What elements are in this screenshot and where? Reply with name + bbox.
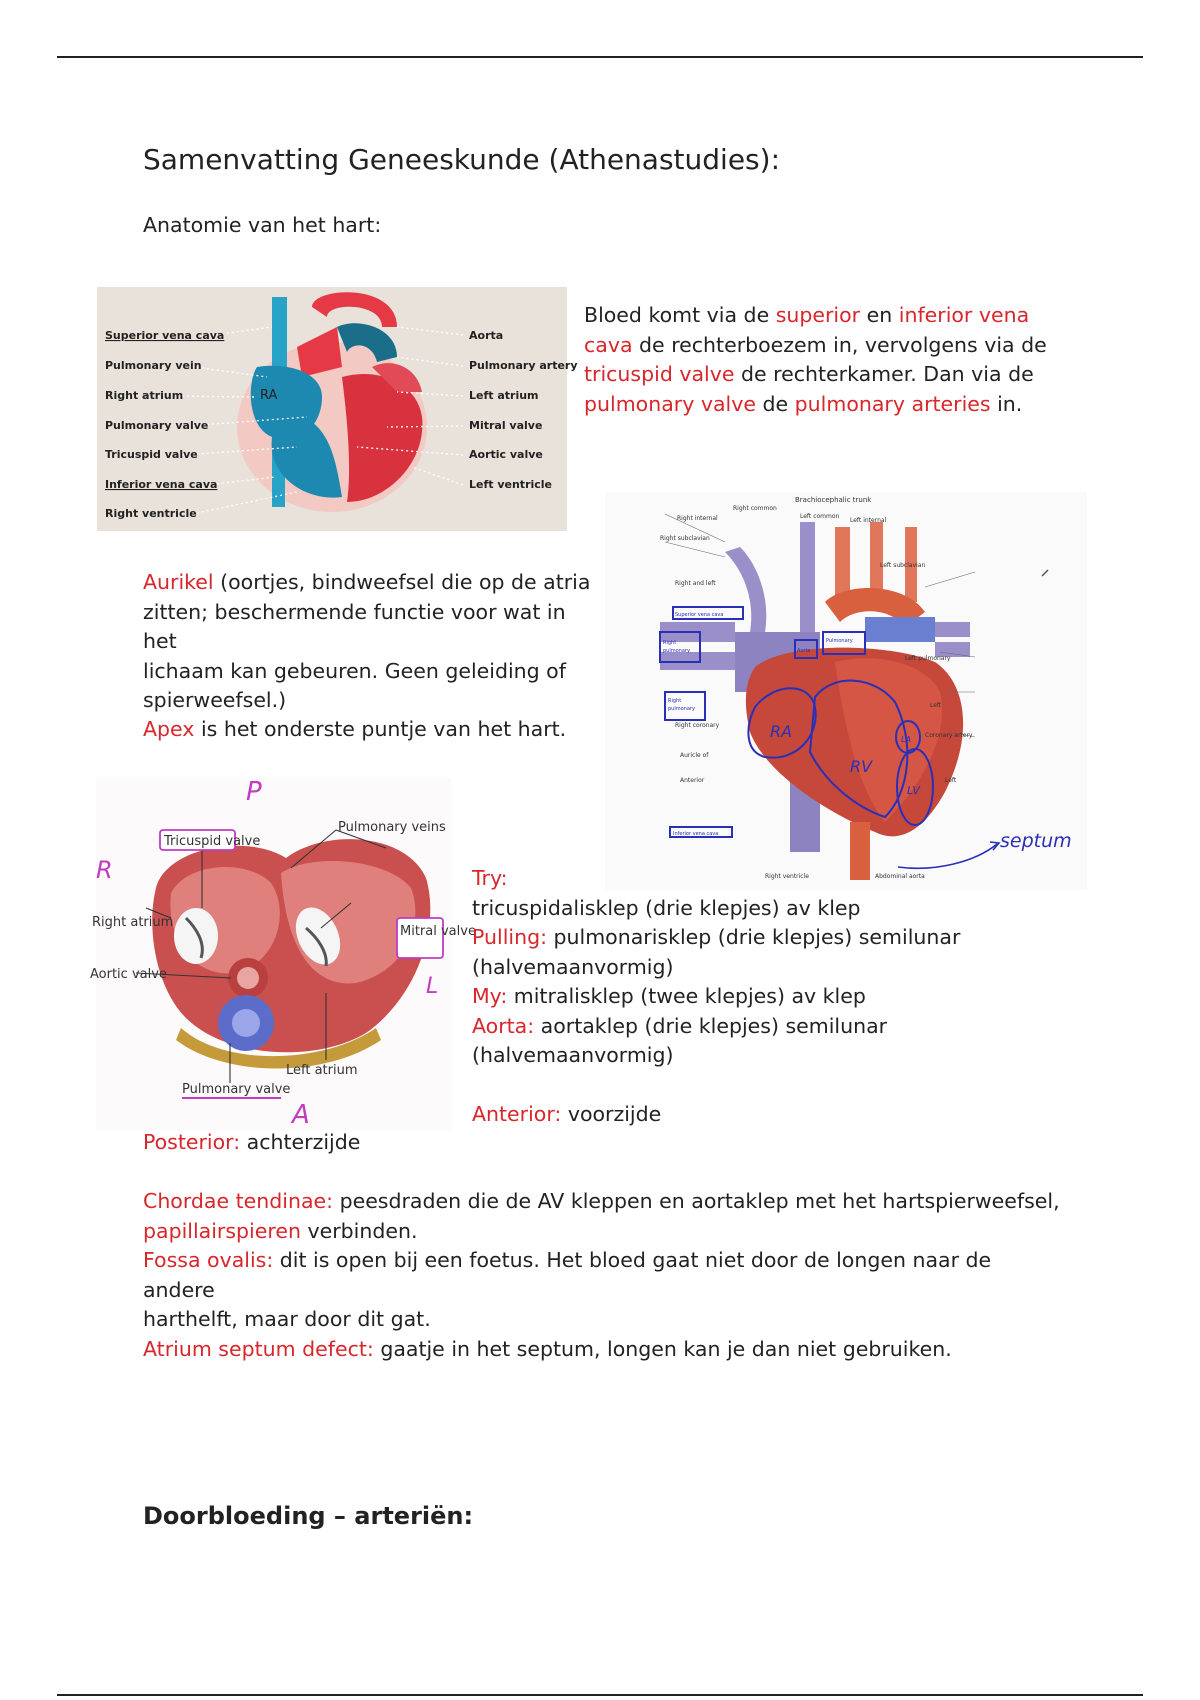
svg-text:Right and left: Right and left: [675, 580, 716, 587]
valves-paragraph: Try: tricuspidalisklep (drie klepjes) av klep Pulling: pulmonarisklep (drie klepjes) semilunar (halvemaanvormig) My: mitralisklep (twee klepjes) av klep Aorta: aortaklep (drie klepjes) semilunar (halvemaanvormig) Anterior: voorzijde: [472, 866, 961, 1126]
heart-diagram-svg: [97, 287, 578, 531]
svg-text:Right internal: Right internal: [677, 515, 718, 522]
svg-text:pulmonary: pulmonary: [668, 706, 695, 712]
svg-text:Auricle of: Auricle of: [680, 752, 709, 759]
bottom-rule: [57, 1694, 1143, 1696]
label-pulmonary-valve: Pulmonary valve: [105, 419, 209, 432]
mark-p: P: [246, 777, 262, 807]
label-right-atrium: Right atrium: [105, 389, 184, 402]
label-mitral-valve: Mitral valve: [469, 419, 543, 432]
svg-text:Coronary artery: Coronary artery: [925, 732, 973, 739]
mark-a: A: [292, 1100, 310, 1130]
label-brachiocephalic-trunk: Brachiocephalic trunk: [795, 496, 872, 504]
heart-valves-svg: [90, 777, 476, 1130]
anterior-heart-figure: [605, 492, 1087, 890]
label-tricuspid-valve-2: Tricuspid valve: [164, 834, 261, 849]
note-la: LA: [901, 735, 911, 744]
label-inferior-vena-cava: Inferior vena cava: [105, 478, 218, 491]
svg-text:Inferior vena cava: Inferior vena cava: [673, 831, 719, 837]
posterior-line: Posterior: achterzijde: [143, 1130, 361, 1154]
page-title: Samenvatting Geneeskunde (Athenastudies):: [143, 143, 780, 176]
definitions-paragraph: Chordae tendinae: peesdraden die de AV kleppen en aortaklep met het hartspierweefsel, papillairspieren verbinden. Fossa ovalis: dit is open bij een foetus. Het bloed gaat niet door de longen naar de andere harthelft, maar door dit gat. Atrium septum defect: gaatje in het septum, longen kan je dan niet gebruiken.: [143, 1189, 1060, 1361]
top-rule: [57, 56, 1143, 58]
bloed-paragraph: Bloed komt via de superior en inferior vena cava de rechterboezem in, vervolgens via de tricuspid valve de rechterkamer. Dan via de pulmonary valve de pulmonary arteries in.: [584, 303, 1047, 416]
svg-text:Left: Left: [945, 777, 957, 784]
svg-text:Left internal: Left internal: [850, 517, 887, 524]
svg-text:Left subclavian: Left subclavian: [880, 562, 926, 569]
note-septum: septum: [1000, 830, 1072, 852]
svg-text:Abdominal aorta: Abdominal aorta: [875, 873, 925, 880]
mark-l: L: [426, 974, 439, 999]
label-aortic-valve: Aortic valve: [469, 448, 543, 461]
svg-text:Right ventricle: Right ventricle: [765, 873, 809, 880]
note-rv: RV: [850, 757, 873, 776]
label-tricuspid-valve: Tricuspid valve: [105, 448, 198, 461]
label-pulmonary-valve-2: Pulmonary valve: [182, 1082, 291, 1097]
heart-diagram-figure: [97, 287, 578, 531]
note-ra: RA: [770, 722, 793, 741]
heart-valves-figure: [90, 777, 476, 1130]
note-lv: LV: [907, 784, 920, 797]
svg-text:Left: Left: [930, 702, 942, 709]
label-pulmonary-vein: Pulmonary vein: [105, 359, 202, 372]
apex-paragraph: Apex is het onderste puntje van het hart.: [143, 717, 567, 741]
label-aortic-valve-2: Aortic valve: [90, 967, 167, 982]
svg-text:Right: Right: [663, 640, 677, 646]
label-mitral-valve-2: Mitral valve: [400, 924, 476, 939]
section-subtitle: Anatomie van het hart:: [143, 213, 382, 237]
label-left-atrium: Left atrium: [469, 389, 539, 402]
anterior-heart-svg: [605, 492, 1087, 890]
svg-text:Right common: Right common: [733, 505, 777, 512]
svg-text:Aorta: Aorta: [797, 648, 811, 654]
svg-text:Right subclavian: Right subclavian: [660, 535, 710, 542]
svg-text:Right: Right: [668, 698, 682, 704]
label-right-ventricle: Right ventricle: [105, 507, 197, 520]
mark-r: R: [96, 856, 113, 884]
section-heading-doorbloeding: Doorbloeding – arteriën:: [143, 1502, 474, 1530]
label-right-atrium-2: Right atrium: [92, 915, 174, 930]
svg-text:Left common: Left common: [800, 513, 840, 520]
label-left-ventricle: Left ventricle: [469, 478, 553, 491]
svg-text:Left pulmonary: Left pulmonary: [905, 655, 951, 662]
svg-text:Pulmonary: Pulmonary: [826, 638, 853, 644]
svg-text:pulmonary: pulmonary: [663, 648, 690, 654]
svg-text:Right coronary: Right coronary: [675, 722, 720, 729]
aurikel-paragraph: Aurikel (oortjes, bindweefsel die op de atria zitten; beschermende functie voor wat in het lichaam kan gebeuren. Geen geleiding of spierweefsel.): [143, 570, 591, 712]
ra-note: RA: [260, 388, 278, 403]
label-pulmonary-veins: Pulmonary veins: [338, 820, 446, 835]
label-superior-vena-cava: Superior vena cava: [105, 329, 225, 342]
label-left-atrium-2: Left atrium: [286, 1063, 358, 1078]
label-aorta: Aorta: [469, 329, 504, 342]
label-pulmonary-artery: Pulmonary artery: [469, 359, 578, 372]
svg-text:Anterior: Anterior: [680, 777, 705, 784]
svg-text:Superior vena cava: Superior vena cava: [675, 612, 724, 618]
